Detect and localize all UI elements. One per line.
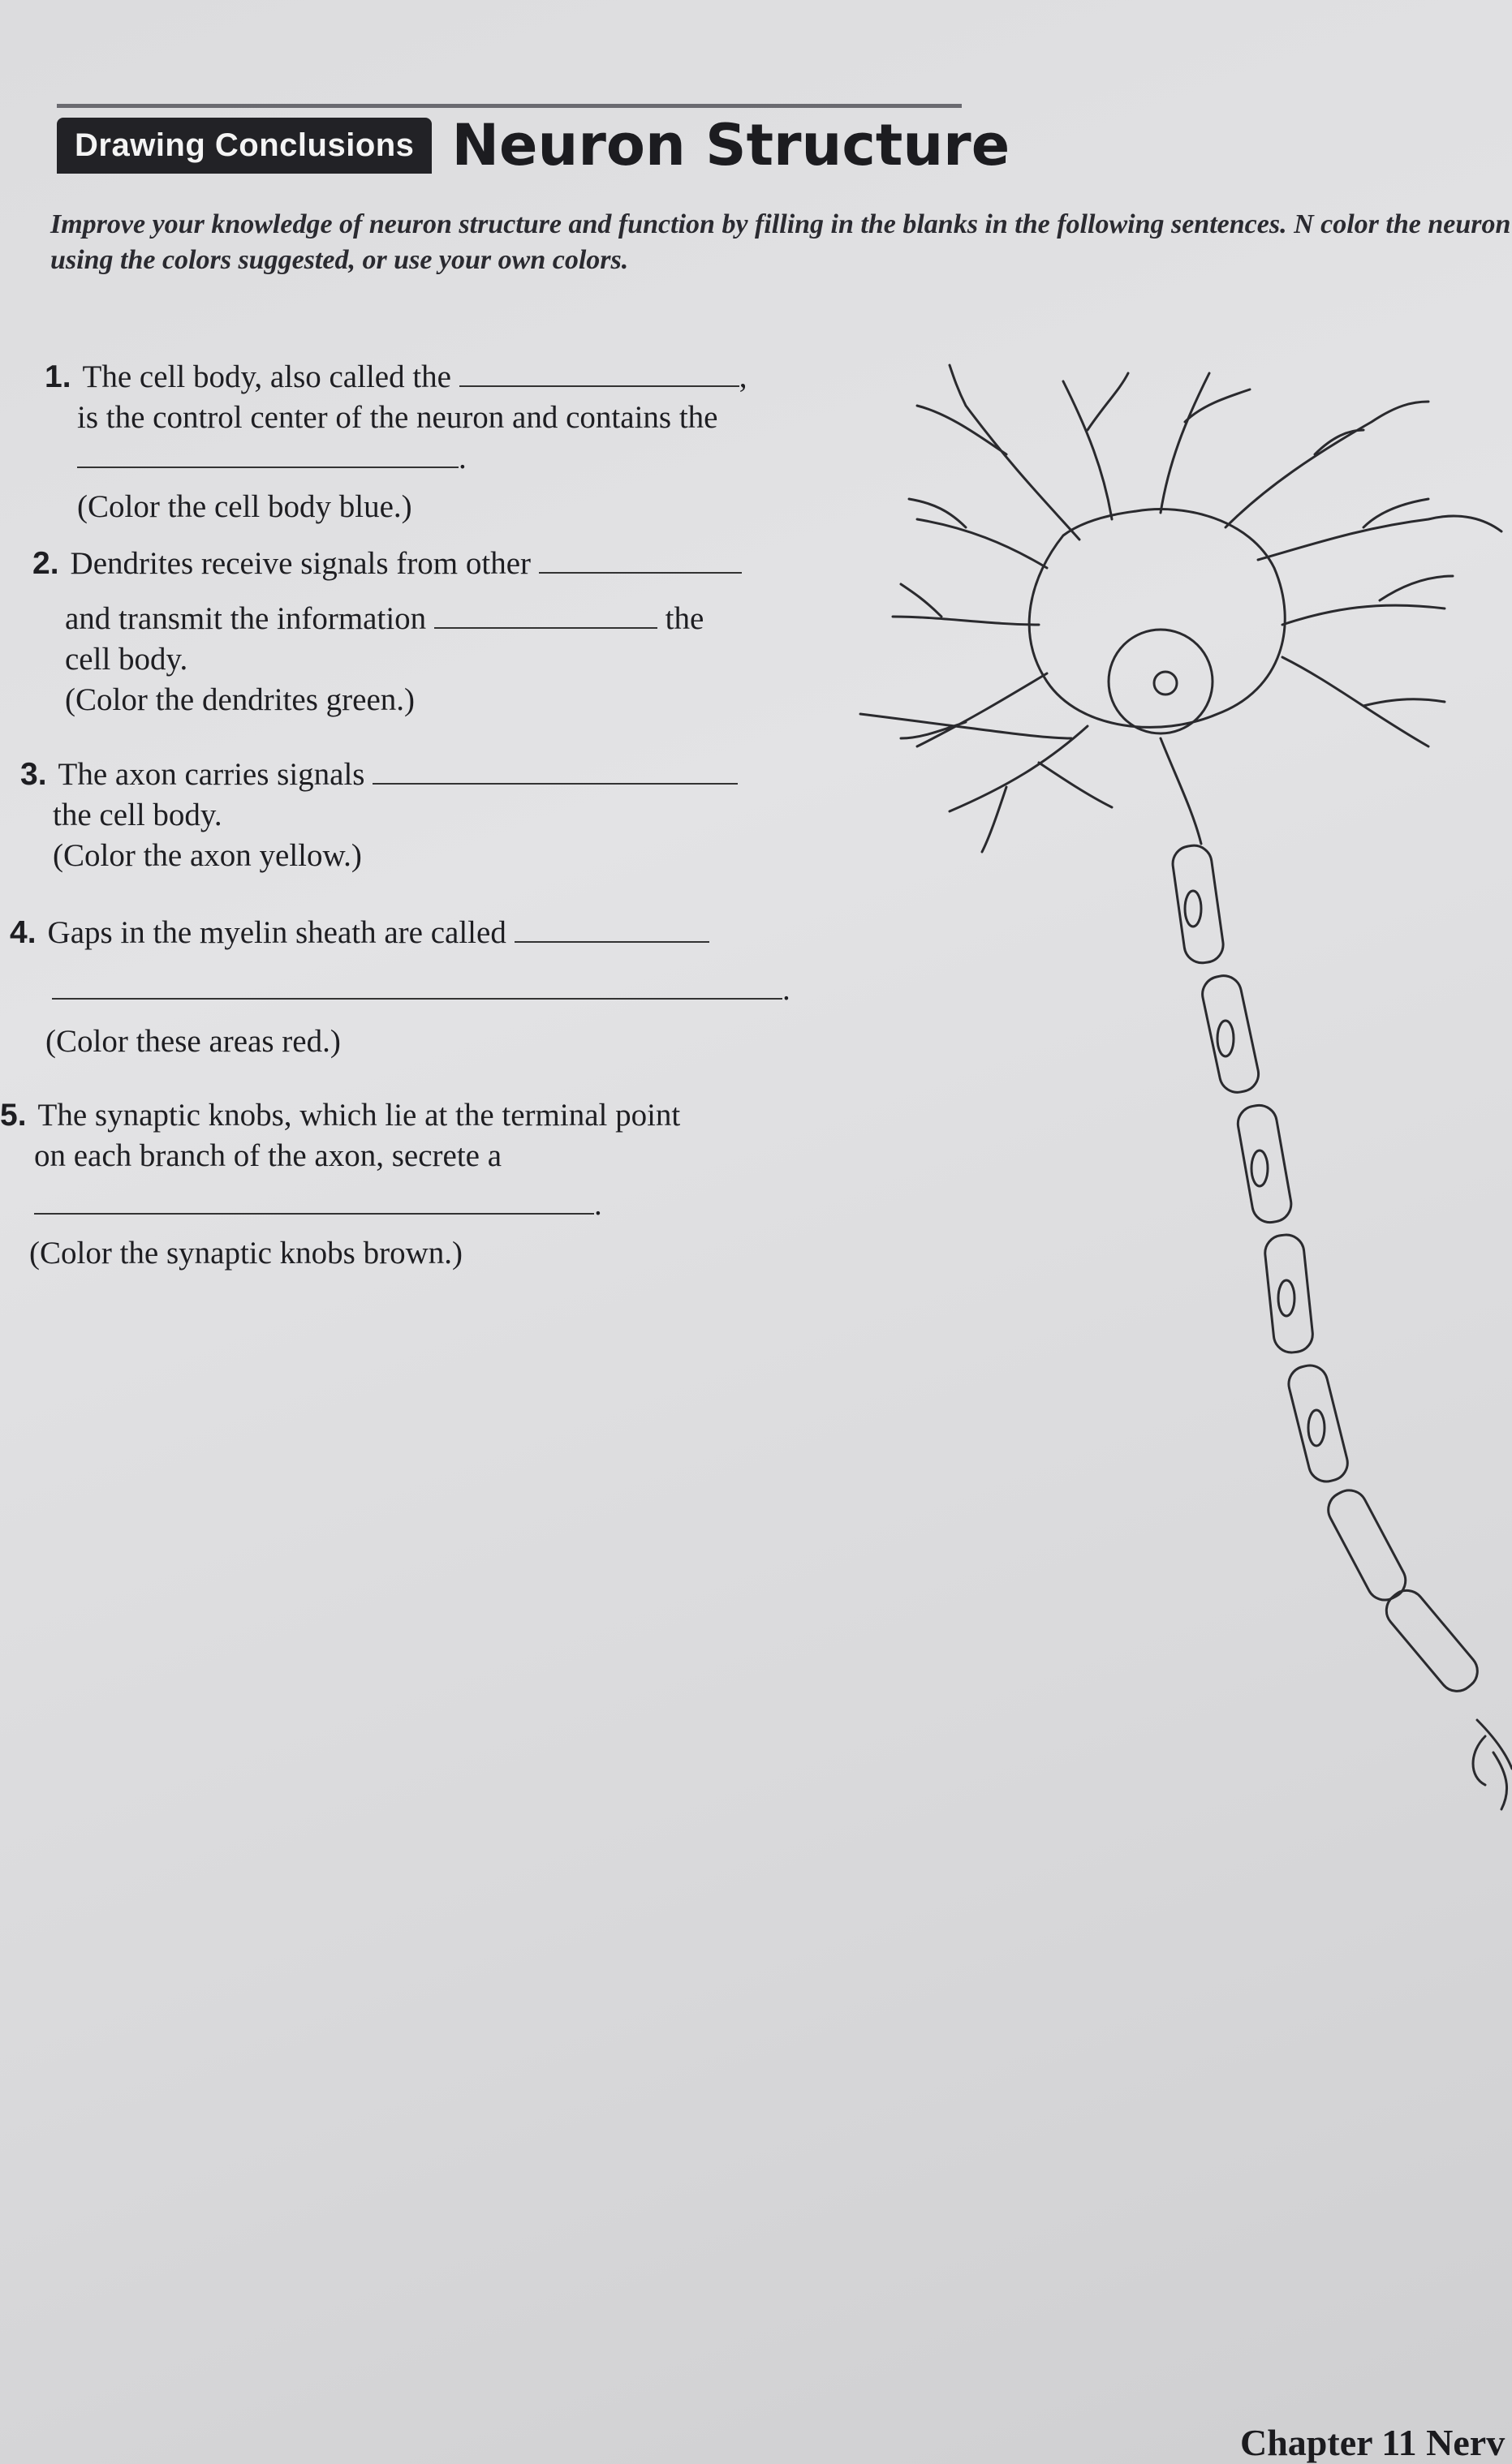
question-2 [32, 544, 742, 720]
nucleolus [1154, 672, 1177, 694]
top-rule [57, 104, 962, 108]
question-text: the cell body. [53, 798, 222, 832]
question-number: 2. [32, 546, 59, 581]
question-number: 3. [20, 757, 47, 792]
color-hint: (Color the cell body blue.) [77, 489, 412, 524]
question-3 [20, 755, 738, 876]
punctuation: , [739, 359, 747, 394]
dendrites [860, 365, 1501, 852]
axon-terminal [1473, 1720, 1512, 1809]
color-hint: (Color the synaptic knobs brown.) [29, 1236, 463, 1271]
axon [1161, 738, 1484, 1698]
section-tag: Drawing Conclusions [57, 118, 432, 174]
color-hint: (Color the dendrites green.) [65, 682, 416, 717]
answer-blank[interactable] [515, 917, 709, 943]
color-hint: (Color these areas red.) [45, 1024, 341, 1059]
question-text: cell body. [65, 642, 188, 677]
question-1 [45, 357, 747, 527]
schwann-cell-nuclei [1185, 891, 1325, 1446]
nucleus [1109, 630, 1213, 733]
question-number: 1. [45, 359, 71, 394]
page-title: Neuron Structure [451, 112, 1010, 178]
punctuation: . [459, 441, 467, 475]
question-text: Gaps in the myelin sheath are called [47, 915, 506, 950]
neuron-diagram [844, 357, 1512, 1834]
question-number: 4. [10, 915, 37, 950]
answer-blank[interactable] [459, 361, 739, 387]
myelin-sheath [1170, 843, 1484, 1698]
answer-blank[interactable] [34, 1189, 594, 1215]
punctuation: . [594, 1187, 602, 1222]
question-text: The cell body, also called the [82, 359, 451, 394]
instructions: Improve your knowledge of neuron structure and function by filling in the blanks in the following sentences. N color the neuron using the colors suggested, or use your own colors. [50, 209, 1511, 275]
question-text: Dendrites receive signals from other [70, 546, 531, 581]
question-text: and transmit the information [65, 601, 427, 636]
answer-blank[interactable] [539, 548, 742, 574]
answer-blank[interactable] [434, 603, 657, 629]
question-4 [10, 913, 790, 1062]
question-text: on each branch of the axon, secrete a [34, 1138, 502, 1173]
color-hint: (Color the axon yellow.) [53, 838, 362, 873]
question-text: is the control center of the neuron and contains the [77, 400, 718, 435]
footer-chapter: Chapter 11 Nerv [1240, 2422, 1506, 2463]
punctuation: . [782, 972, 790, 1007]
answer-blank[interactable] [77, 442, 459, 468]
worksheet-header [57, 112, 1010, 178]
cell-body [1029, 510, 1285, 728]
question-number: 5. [0, 1098, 27, 1133]
question-text: The axon carries signals [58, 757, 365, 792]
question-text: the [665, 601, 704, 636]
question-5 [0, 1095, 680, 1274]
question-text: The synaptic knobs, which lie at the terminal point [37, 1098, 681, 1133]
answer-blank[interactable] [373, 759, 738, 785]
answer-blank[interactable] [52, 974, 782, 1000]
